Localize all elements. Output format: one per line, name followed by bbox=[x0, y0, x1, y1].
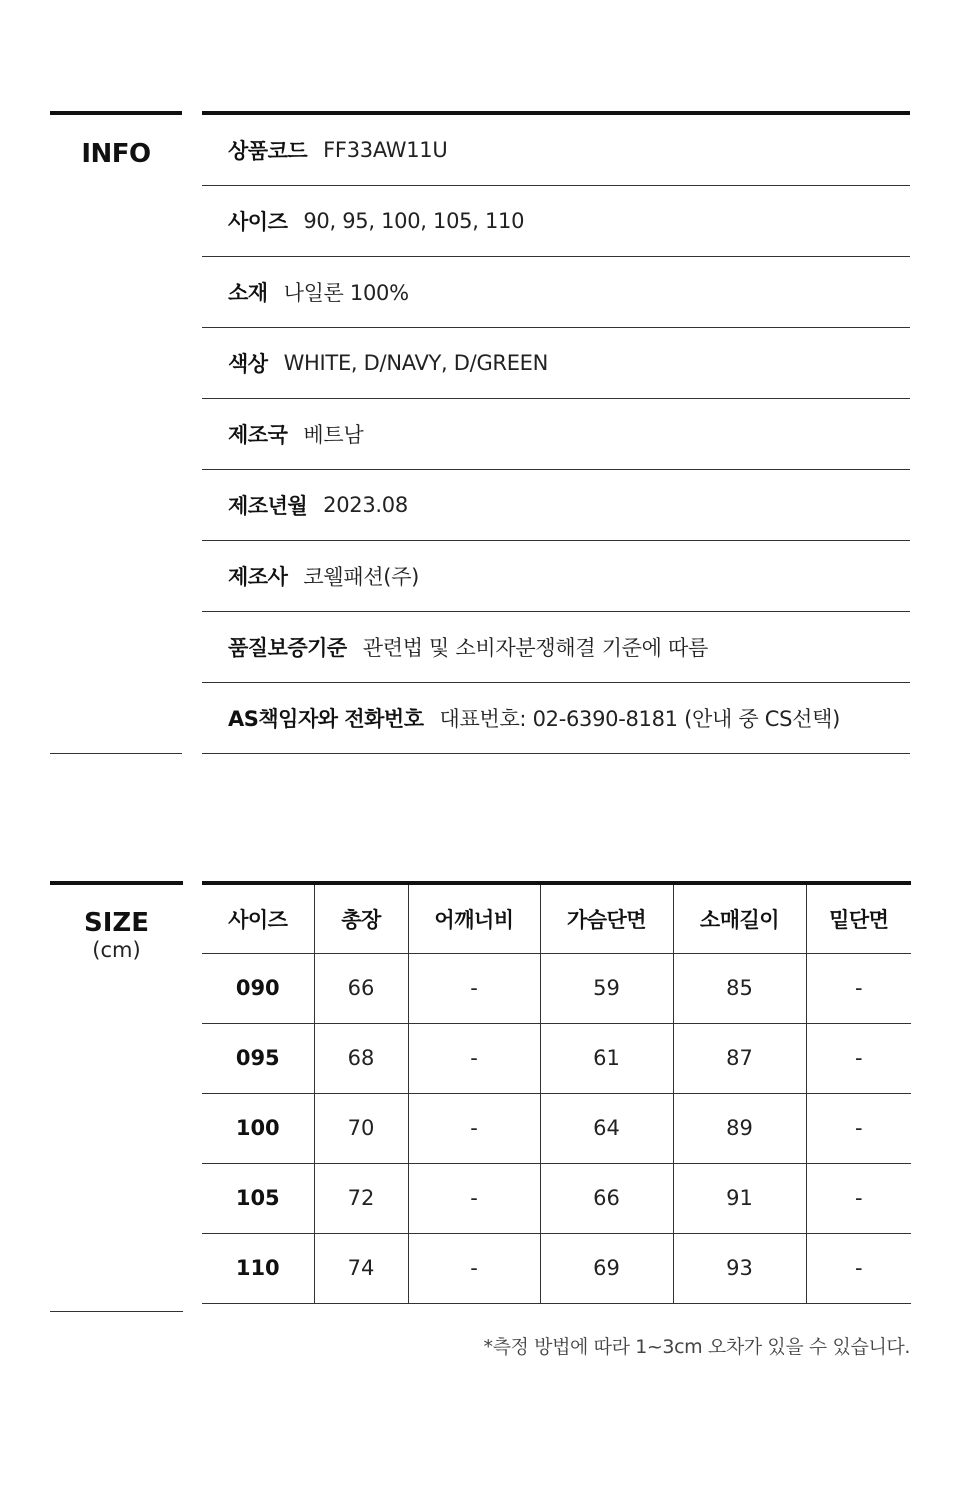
size-title: SIZE bbox=[83, 908, 149, 938]
info-value: 대표번호: 02-6390-8181 (안내 중 CS선택) bbox=[439, 707, 840, 731]
info-key: 제조사 bbox=[228, 565, 288, 589]
table-row bbox=[202, 953, 911, 1023]
info-key: 색상 bbox=[228, 352, 268, 376]
info-key: 제조국 bbox=[228, 423, 288, 447]
size-cell: 69 bbox=[540, 1233, 673, 1303]
info-title: INFO bbox=[81, 139, 151, 169]
size-cell: 105 bbox=[202, 1163, 314, 1233]
size-cell: 100 bbox=[202, 1093, 314, 1163]
size-label-column bbox=[50, 881, 183, 1312]
size-header-chest-width: 가슴단면 bbox=[540, 883, 673, 953]
info-label-column bbox=[50, 111, 182, 754]
info-value: 베트남 bbox=[303, 423, 364, 447]
size-cell: - bbox=[408, 1233, 540, 1303]
size-cell: 66 bbox=[540, 1163, 673, 1233]
info-row-product-code bbox=[202, 115, 910, 186]
size-cell: 89 bbox=[673, 1093, 806, 1163]
info-key: 상품코드 bbox=[228, 139, 308, 163]
info-row-sizes bbox=[202, 186, 910, 257]
table-row bbox=[202, 1233, 911, 1303]
size-cell: - bbox=[806, 1023, 911, 1093]
info-value: 관련법 및 소비자분쟁해결 기준에 따름 bbox=[362, 636, 708, 660]
size-cell: 91 bbox=[673, 1163, 806, 1233]
size-cell: 87 bbox=[673, 1023, 806, 1093]
info-row-as-contact bbox=[202, 683, 910, 754]
info-row-manufacture-date bbox=[202, 470, 910, 541]
info-value: 90, 95, 100, 105, 110 bbox=[303, 209, 525, 233]
size-cell: 095 bbox=[202, 1023, 314, 1093]
size-table-header-row bbox=[202, 883, 911, 953]
table-row bbox=[202, 1163, 911, 1233]
size-cell: 93 bbox=[673, 1233, 806, 1303]
size-cell: 74 bbox=[314, 1233, 408, 1303]
info-key: 제조년월 bbox=[228, 494, 308, 518]
info-value: FF33AW11U bbox=[323, 138, 448, 162]
info-value: 나일론 100% bbox=[283, 281, 409, 305]
size-header-shoulder-width: 어깨너비 bbox=[408, 883, 540, 953]
info-value: 2023.08 bbox=[323, 493, 408, 517]
table-row bbox=[202, 1093, 911, 1163]
info-row-country bbox=[202, 399, 910, 470]
size-cell: 61 bbox=[540, 1023, 673, 1093]
size-unit: (cm) bbox=[92, 938, 141, 962]
size-cell: 72 bbox=[314, 1163, 408, 1233]
size-cell: 64 bbox=[540, 1093, 673, 1163]
size-cell: 68 bbox=[314, 1023, 408, 1093]
size-cell: 70 bbox=[314, 1093, 408, 1163]
size-cell: - bbox=[806, 953, 911, 1023]
info-row-color bbox=[202, 328, 910, 399]
info-row-quality-standard bbox=[202, 612, 910, 683]
size-cell: - bbox=[408, 1163, 540, 1233]
size-cell: 090 bbox=[202, 953, 314, 1023]
size-header-hem-width: 밑단면 bbox=[806, 883, 911, 953]
measurement-footnote: *측정 방법에 따라 1~3cm 오차가 있을 수 있습니다. bbox=[483, 1336, 910, 1358]
info-key: AS책임자와 전화번호 bbox=[228, 707, 424, 731]
size-cell: - bbox=[408, 1093, 540, 1163]
size-cell: 59 bbox=[540, 953, 673, 1023]
info-key: 소재 bbox=[228, 281, 268, 305]
size-cell: 110 bbox=[202, 1233, 314, 1303]
size-header-sleeve-length: 소매길이 bbox=[673, 883, 806, 953]
info-value: 코웰패션(주) bbox=[303, 565, 420, 589]
size-cell: - bbox=[408, 953, 540, 1023]
info-row-material bbox=[202, 257, 910, 328]
info-key: 사이즈 bbox=[228, 210, 288, 234]
size-cell: - bbox=[806, 1233, 911, 1303]
size-header-size: 사이즈 bbox=[202, 883, 314, 953]
size-cell: - bbox=[408, 1023, 540, 1093]
size-cell: - bbox=[806, 1163, 911, 1233]
size-cell: 85 bbox=[673, 953, 806, 1023]
info-table bbox=[202, 111, 910, 754]
table-row bbox=[202, 1023, 911, 1093]
info-row-manufacturer bbox=[202, 541, 910, 612]
size-header-total-length: 총장 bbox=[314, 883, 408, 953]
size-cell: 66 bbox=[314, 953, 408, 1023]
info-value: WHITE, D/NAVY, D/GREEN bbox=[283, 351, 549, 375]
info-key: 품질보증기준 bbox=[228, 636, 347, 660]
size-cell: - bbox=[806, 1093, 911, 1163]
size-table bbox=[202, 881, 911, 1304]
